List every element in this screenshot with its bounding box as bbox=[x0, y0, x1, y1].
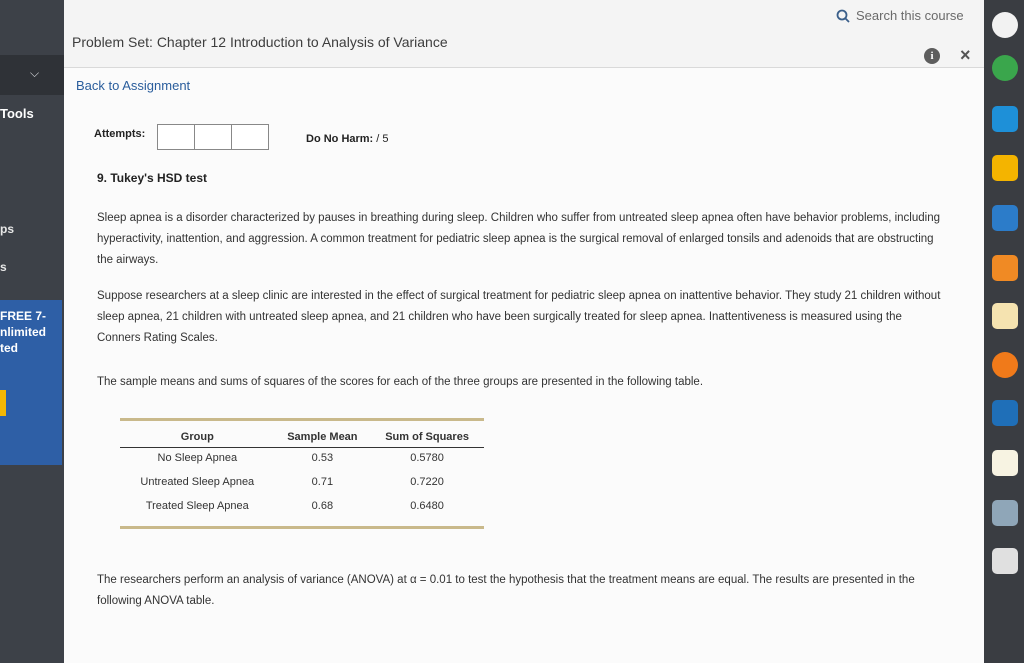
table-row bbox=[120, 472, 484, 496]
do-no-harm-value: / 5 bbox=[376, 133, 389, 145]
drive-icon[interactable] bbox=[992, 155, 1018, 181]
table-header: Sample Mean bbox=[275, 421, 371, 448]
table-bottom-rule bbox=[120, 526, 484, 529]
promo-line-1: FREE 7- bbox=[0, 309, 47, 323]
notes-icon[interactable] bbox=[992, 450, 1018, 476]
left-sidebar bbox=[0, 0, 64, 663]
table-cell: 0.53 bbox=[311, 452, 334, 464]
attempt-box bbox=[157, 124, 195, 150]
back-to-assignment-link[interactable]: Back to Assignment bbox=[76, 78, 191, 93]
promo-line-2: nlimited bbox=[0, 325, 47, 339]
page-title: Problem Set: Chapter 12 Introduction to Analysis of Variance bbox=[72, 34, 448, 50]
table-cell: Untreated Sleep Apnea bbox=[140, 476, 255, 488]
sidebar-item-s[interactable]: s bbox=[0, 260, 7, 274]
promo-accent bbox=[0, 390, 6, 416]
app-green-icon[interactable] bbox=[992, 55, 1018, 81]
attempts-label: Attempts: bbox=[94, 128, 146, 140]
question-title: 9. Tukey's HSD test bbox=[97, 171, 208, 185]
question-paragraph-1: Sleep apnea is a disorder characterized by pauses in breathing during sleep. Children who suffer from untreated sleep apnea often have behavior problems, including hyperactivity, inattention, and aggression. A common treatment for pediatric sleep apnea is the surgical removal of enlarged tonsils and adenoids that are obstructing the airways. bbox=[97, 212, 941, 266]
table-cell: No Sleep Apnea bbox=[157, 452, 238, 464]
main-page bbox=[64, 0, 984, 663]
sidebar-tools-label[interactable]: Tools bbox=[0, 106, 34, 121]
calendar-icon[interactable] bbox=[992, 548, 1018, 574]
table-cell: Treated Sleep Apnea bbox=[145, 500, 249, 512]
info-icon[interactable]: i bbox=[924, 48, 940, 64]
table-header: Sum of Squares bbox=[370, 421, 484, 448]
attempt-box bbox=[231, 124, 269, 150]
table-cell: 0.5780 bbox=[410, 452, 444, 464]
table-header: Group bbox=[120, 421, 275, 448]
question-paragraph-2: Suppose researchers at a sleep clinic are interested in the effect of surgical treatment for pediatric sleep apnea on inattentive behavior. They study 21 children without sleep apnea, 21 children with untreated sleep apnea, and 21 children who have been surgically treated for sleep apnea. Inattentiveness is measured using the Conners Rating Scales. bbox=[97, 290, 941, 344]
search-placeholder: Search this course bbox=[856, 8, 964, 23]
promo-text[interactable] bbox=[0, 308, 46, 356]
table-row bbox=[120, 448, 484, 473]
search-icon bbox=[836, 9, 850, 23]
table-cell: 0.71 bbox=[311, 476, 334, 488]
do-no-harm bbox=[306, 133, 389, 145]
question-paragraph-4: The researchers perform an analysis of variance (ANOVA) at α = 0.01 to test the hypothesis that the treatment means are equal. The results are presented in the following ANOVA table. bbox=[97, 574, 915, 607]
book-icon[interactable] bbox=[992, 400, 1018, 426]
group-stats-table bbox=[120, 418, 484, 529]
dictionary-icon[interactable] bbox=[992, 303, 1018, 329]
attempt-box bbox=[194, 124, 232, 150]
question-paragraph-3: The sample means and sums of squares of the scores for each of the three groups are presented in the following table. bbox=[97, 376, 704, 388]
search-box[interactable] bbox=[836, 8, 964, 23]
table-cell: 0.6480 bbox=[410, 500, 444, 512]
attempt-boxes bbox=[157, 124, 268, 150]
close-icon[interactable]: × bbox=[960, 45, 971, 65]
cloud-icon[interactable] bbox=[992, 106, 1018, 132]
table-header-row bbox=[120, 421, 484, 448]
chevron-down-icon[interactable]: ⌵ bbox=[30, 66, 40, 80]
sidebar-item-ps[interactable]: ps bbox=[0, 222, 15, 236]
promo-line-3: ted bbox=[0, 341, 18, 355]
table-row bbox=[120, 496, 484, 520]
help-circle-icon[interactable] bbox=[992, 12, 1018, 38]
rss-icon[interactable] bbox=[992, 255, 1018, 281]
right-icon-strip bbox=[984, 0, 1024, 663]
table-cell: 0.68 bbox=[311, 500, 334, 512]
app-orange-icon[interactable] bbox=[992, 352, 1018, 378]
speech-icon[interactable] bbox=[992, 500, 1018, 526]
pen-icon[interactable] bbox=[992, 205, 1018, 231]
do-no-harm-label: Do No Harm: bbox=[306, 133, 374, 145]
table-cell: 0.7220 bbox=[410, 476, 444, 488]
